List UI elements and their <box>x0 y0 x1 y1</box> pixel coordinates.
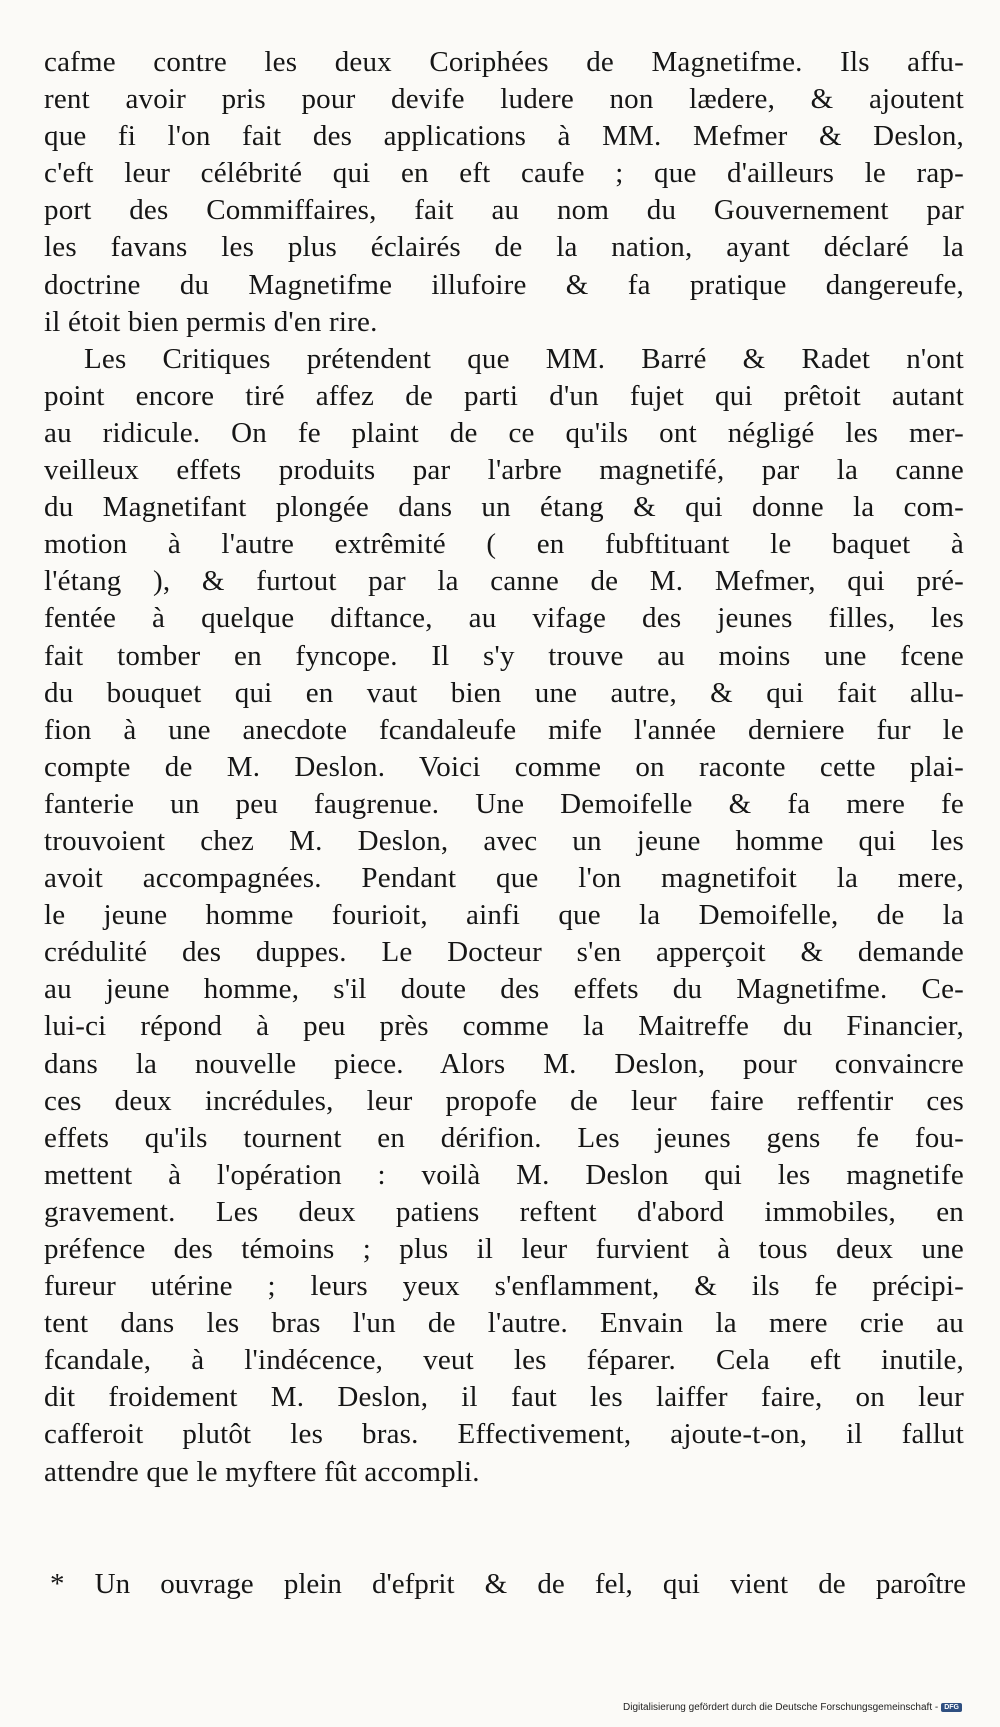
text-line: les favans les plus éclairés de la nation, ayant déclaré la <box>44 231 964 264</box>
body-text <box>44 44 964 1491</box>
text-line: dans la nouvelle piece. Alors M. Deslon, pour convaincre <box>44 1047 964 1080</box>
text-line: que fi l'on fait des applications à MM. Mefmer & Deslon, <box>44 120 964 153</box>
text-line: dit froidement M. Deslon, il faut les laiffer faire, on leur <box>44 1381 964 1414</box>
text-line: trouvoient chez M. Deslon, avec un jeune homme qui les <box>44 824 964 857</box>
text-line: fureur utérine ; leurs yeux s'enflamment, & ils fe précipi- <box>44 1270 964 1303</box>
text-line: compte de M. Deslon. Voici comme on raconte cette plai- <box>44 750 964 783</box>
text-line: au ridicule. On fe plaint de ce qu'ils ont négligé les mer- <box>44 416 964 449</box>
footnote: * Un ouvrage plein d'efprit & de fel, qui vient de paroître <box>50 1568 966 1600</box>
text-line: le jeune homme fourioit, ainfi que la Demoifelle, de la <box>44 899 964 932</box>
text-line: doctrine du Magnetifme illufoire & fa pratique dangereufe, <box>44 268 964 301</box>
text-line: c'eft leur célébrité qui en eft caufe ; que d'ailleurs le rap- <box>44 157 964 190</box>
text-line: l'étang ), & furtout par la canne de M. Mefmer, qui pré- <box>44 565 964 598</box>
text-line: veilleux effets produits par l'arbre magnetifé, par la canne <box>44 454 964 487</box>
text-line: fait tomber en fyncope. Il s'y trouve au moins une fcene <box>44 639 964 672</box>
text-line: fcandale, à l'indécence, veut les féparer. Cela eft inutile, <box>44 1344 964 1377</box>
text-line: il étoit bien permis d'en rire. <box>44 305 378 338</box>
text-line: lui-ci répond à peu près comme la Maitreffe du Financier, <box>44 1010 964 1043</box>
text-line: effets qu'ils tournent en dérifion. Les jeunes gens fe fou- <box>44 1121 964 1154</box>
digitization-credit <box>623 1702 962 1713</box>
text-line: du bouquet qui en vaut bien une autre, & qui fait allu- <box>44 676 964 709</box>
text-line: tent dans les bras l'un de l'autre. Envain la mere crie au <box>44 1307 964 1340</box>
text-line: au jeune homme, s'il doute des effets du Magnetifme. Ce- <box>44 973 964 1006</box>
text-line: cafferoit plutôt les bras. Effectivement, ajoute-t-on, il fallut <box>44 1418 964 1451</box>
text-line: ces deux incrédules, leur propofe de leur faire reffentir ces <box>44 1084 964 1117</box>
text-line: motion à l'autre extrêmité ( en fubftituant le baquet à <box>44 528 964 561</box>
digitization-credit-text: Digitalisierung gefördert durch die Deutsche Forschungsgemeinschaft - <box>623 1702 939 1713</box>
text-line: fion à une anecdote fcandaleufe mife l'année derniere fur le <box>44 713 964 746</box>
text-line: mettent à l'opération : voilà M. Deslon qui les magnetife <box>44 1158 964 1191</box>
text-line: crédulité des duppes. Le Docteur s'en apperçoit & demande <box>44 936 964 969</box>
text-line: port des Commiffaires, fait au nom du Gouvernement par <box>44 194 964 227</box>
text-line: point encore tiré affez de parti d'un fujet qui prêtoit autant <box>44 379 964 412</box>
text-line: cafme contre les deux Coriphées de Magnetifme. Ils affu- <box>44 46 964 78</box>
text-line: Les Critiques prétendent que MM. Barré & Radet n'ont <box>84 342 964 375</box>
dfg-logo: DFG <box>941 1703 962 1712</box>
text-line: préfence des témoins ; plus il leur furvient à tous deux une <box>44 1233 964 1265</box>
text-line: attendre que le myftere fût accompli. <box>44 1455 480 1488</box>
text-line: gravement. Les deux patiens reftent d'abord immobiles, en <box>44 1195 964 1228</box>
text-line: rent avoir pris pour devife ludere non lædere, & ajoutent <box>44 83 964 116</box>
text-line: du Magnetifant plongée dans un étang & qui donne la com- <box>44 491 964 524</box>
text-line: fanterie un peu faugrenue. Une Demoifelle & fa mere fe <box>44 787 964 820</box>
text-line: fentée à quelque diftance, au vifage des jeunes filles, les <box>44 602 964 635</box>
text-line: avoit accompagnées. Pendant que l'on magnetifoit la mere, <box>44 862 964 895</box>
